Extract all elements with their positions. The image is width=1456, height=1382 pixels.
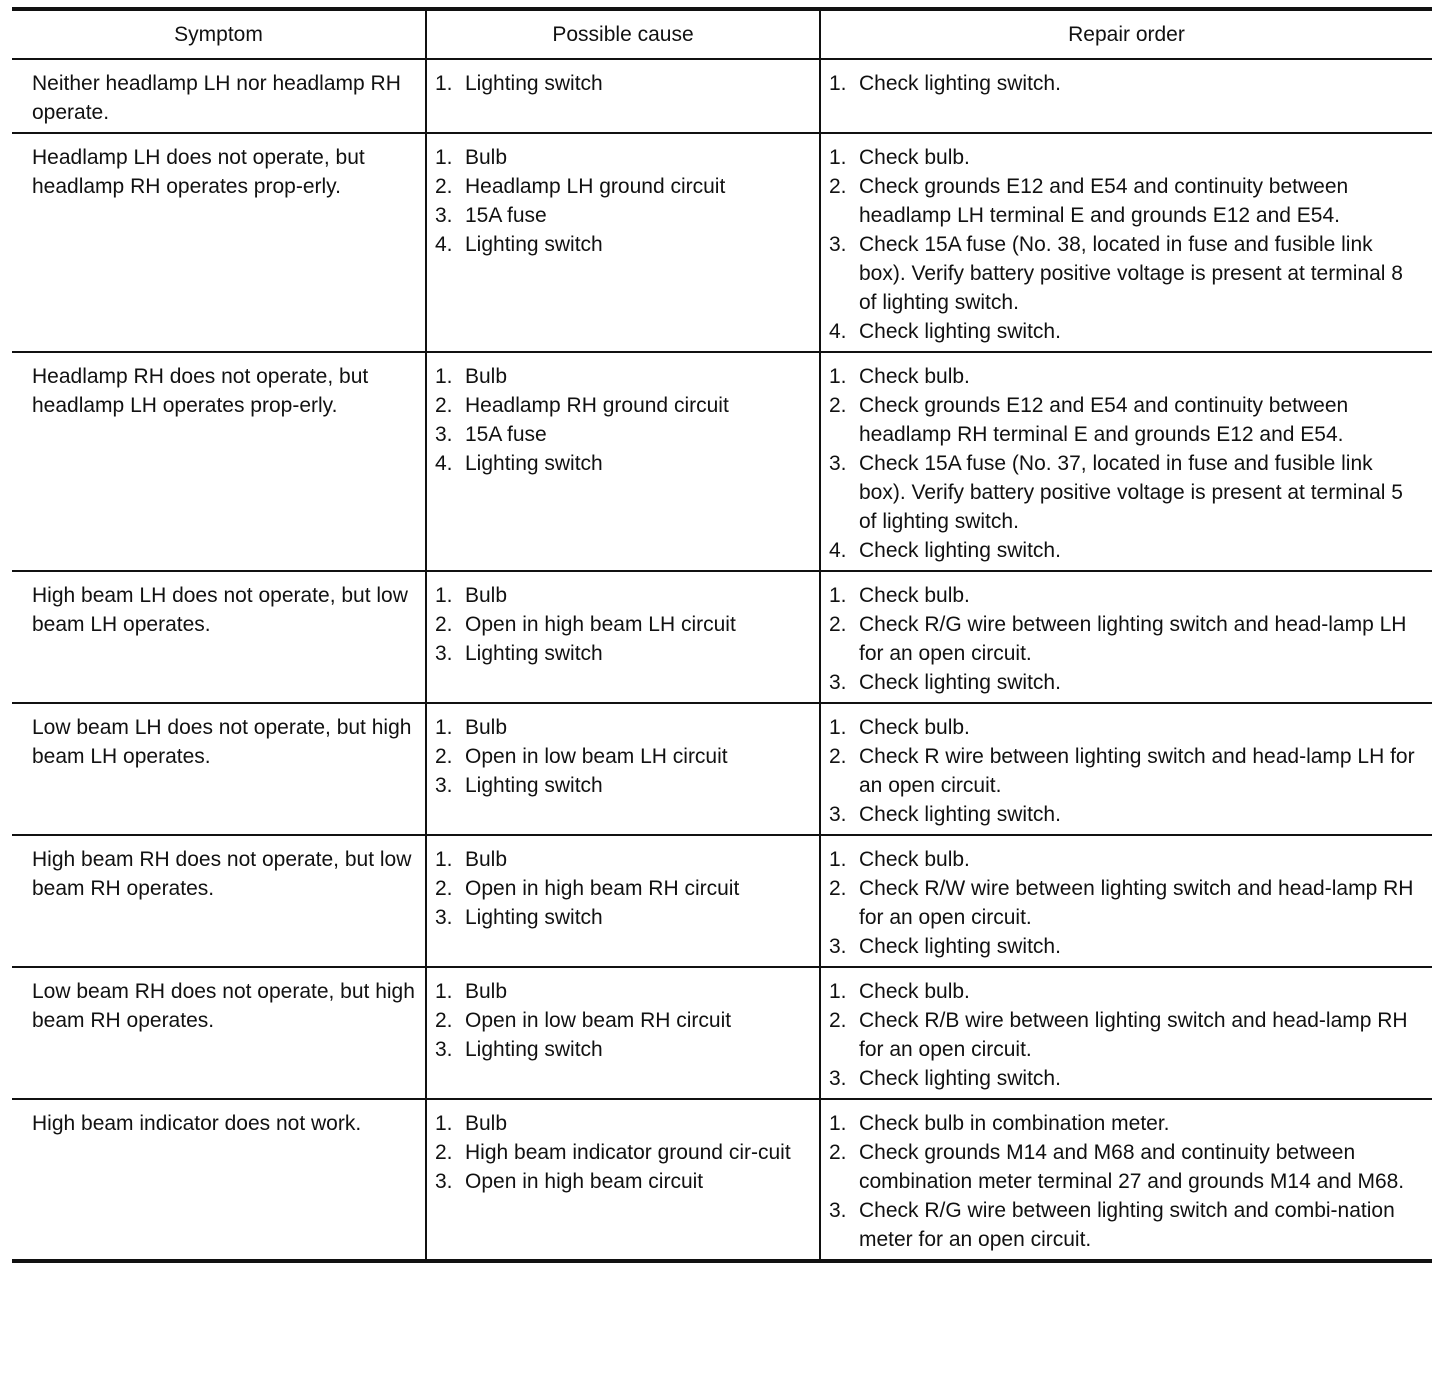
cause-item (435, 977, 811, 1006)
cause-item (435, 172, 811, 201)
item-number: 2. (435, 877, 453, 900)
repair-list (829, 362, 1424, 565)
repair-text: Check R/G wire between lighting switch and head-lamp LH for an open circuit. (859, 613, 1407, 665)
repair-text: Check R/W wire between lighting switch and head-lamp RH for an open circuit. (859, 877, 1414, 929)
item-number: 3. (829, 233, 847, 256)
repair-text: Check R/B wire between lighting switch and head-lamp RH for an open circuit. (859, 1009, 1408, 1061)
header-possible-cause: Possible cause (426, 9, 820, 59)
item-number: 3. (435, 774, 453, 797)
repair-text: Check lighting switch. (859, 72, 1061, 95)
repair-item (829, 932, 1424, 961)
repair-text: Check 15A fuse (No. 37, located in fuse and fusible link box). Verify battery positive voltage is present at terminal 5 of lighting switch. (859, 452, 1403, 533)
cause-item (435, 581, 811, 610)
cause-item (435, 69, 811, 98)
repair-text: Check bulb. (859, 716, 970, 739)
repair-item (829, 1006, 1424, 1064)
item-number: 3. (435, 642, 453, 665)
cause-text: Open in high beam LH circuit (465, 613, 736, 636)
repair-cell (820, 703, 1432, 835)
item-number: 2. (829, 877, 847, 900)
item-number: 1. (435, 1112, 453, 1135)
cause-list (435, 362, 811, 478)
cause-text: Bulb (465, 584, 508, 607)
repair-item (829, 449, 1424, 536)
symptom-cell: Low beam LH does not operate, but high beam LH operates. (12, 703, 426, 835)
cause-text: Headlamp RH ground circuit (465, 394, 729, 417)
symptom-cell: Neither headlamp LH nor headlamp RH operate. (12, 59, 426, 133)
cause-list (435, 143, 811, 259)
item-number: 2. (829, 1009, 847, 1032)
cause-list (435, 581, 811, 668)
cause-text: Lighting switch (465, 642, 603, 665)
table-body (12, 59, 1432, 1261)
cause-cell (426, 133, 820, 352)
repair-item (829, 800, 1424, 829)
cause-item (435, 903, 811, 932)
item-number: 2. (435, 1009, 453, 1032)
item-number: 1. (829, 72, 847, 95)
cause-cell (426, 967, 820, 1099)
cause-text: Open in low beam RH circuit (465, 1009, 732, 1032)
cause-cell (426, 703, 820, 835)
item-number: 1. (829, 584, 847, 607)
item-number: 1. (829, 848, 847, 871)
cause-text: Lighting switch (465, 233, 603, 256)
table-row (12, 571, 1432, 703)
item-number: 2. (829, 613, 847, 636)
repair-cell (820, 133, 1432, 352)
table-row (12, 352, 1432, 571)
cause-list (435, 713, 811, 800)
repair-list (829, 713, 1424, 829)
repair-text: Check lighting switch. (859, 1067, 1061, 1090)
repair-text: Check bulb. (859, 146, 970, 169)
item-number: 2. (829, 1141, 847, 1164)
cause-item (435, 713, 811, 742)
repair-list (829, 69, 1424, 98)
symptom-cell: High beam LH does not operate, but low beam LH operates. (12, 571, 426, 703)
cause-cell (426, 352, 820, 571)
repair-cell (820, 1099, 1432, 1261)
repair-list (829, 143, 1424, 346)
cause-cell (426, 1099, 820, 1261)
item-number: 3. (829, 803, 847, 826)
cause-cell (426, 59, 820, 133)
cause-text: Lighting switch (465, 72, 603, 95)
cause-item (435, 1138, 811, 1167)
cause-item (435, 610, 811, 639)
repair-item (829, 668, 1424, 697)
item-number: 2. (829, 175, 847, 198)
cause-item (435, 391, 811, 420)
repair-cell (820, 571, 1432, 703)
item-number: 1. (829, 365, 847, 388)
repair-text: Check grounds E12 and E54 and continuity between headlamp RH terminal E and grounds E12 and E54. (859, 394, 1349, 446)
item-number: 3. (435, 1038, 453, 1061)
repair-list (829, 581, 1424, 697)
repair-text: Check lighting switch. (859, 320, 1061, 343)
cause-item (435, 845, 811, 874)
repair-item (829, 362, 1424, 391)
item-number: 3. (435, 906, 453, 929)
item-number: 1. (435, 146, 453, 169)
cause-text: Bulb (465, 146, 508, 169)
repair-item (829, 143, 1424, 172)
cause-item (435, 874, 811, 903)
repair-text: Check grounds M14 and M68 and continuity between combination meter terminal 27 and grounds M14 and M68. (859, 1141, 1405, 1193)
item-number: 1. (435, 848, 453, 871)
table-row (12, 967, 1432, 1099)
cause-item (435, 230, 811, 259)
cause-text: Bulb (465, 980, 508, 1003)
repair-text: Check bulb in combination meter. (859, 1112, 1170, 1135)
item-number: 1. (829, 980, 847, 1003)
repair-text: Check bulb. (859, 365, 970, 388)
item-number: 1. (435, 980, 453, 1003)
item-number: 2. (435, 175, 453, 198)
repair-item (829, 845, 1424, 874)
item-number: 3. (435, 204, 453, 227)
symptom-cell: Headlamp RH does not operate, but headlamp LH operates prop-erly. (12, 352, 426, 571)
item-number: 2. (829, 394, 847, 417)
cause-text: Open in low beam LH circuit (465, 745, 728, 768)
repair-cell (820, 352, 1432, 571)
cause-text: Open in high beam circuit (465, 1170, 704, 1193)
troubleshooting-table-container (12, 7, 1432, 1263)
header-symptom: Symptom (12, 9, 426, 59)
cause-text: 15A fuse (465, 423, 547, 446)
cause-text: Lighting switch (465, 774, 603, 797)
repair-item (829, 977, 1424, 1006)
item-number: 3. (829, 1067, 847, 1090)
item-number: 2. (435, 1141, 453, 1164)
repair-item (829, 713, 1424, 742)
repair-item (829, 1138, 1424, 1196)
item-number: 2. (435, 394, 453, 417)
repair-text: Check grounds E12 and E54 and continuity between headlamp LH terminal E and grounds E12 and E54. (859, 175, 1349, 227)
item-number: 3. (829, 935, 847, 958)
cause-item (435, 449, 811, 478)
repair-item (829, 230, 1424, 317)
cause-list (435, 977, 811, 1064)
repair-item (829, 1196, 1424, 1254)
repair-list (829, 977, 1424, 1093)
item-number: 1. (435, 584, 453, 607)
cause-list (435, 69, 811, 98)
repair-text: Check R/G wire between lighting switch and combi-nation meter for an open circuit. (859, 1199, 1395, 1251)
item-number: 1. (829, 716, 847, 739)
cause-item (435, 1167, 811, 1196)
cause-text: Lighting switch (465, 1038, 603, 1061)
cause-text: Bulb (465, 1112, 508, 1135)
item-number: 2. (435, 613, 453, 636)
item-number: 1. (435, 72, 453, 95)
cause-text: Headlamp LH ground circuit (465, 175, 726, 198)
repair-item (829, 1109, 1424, 1138)
repair-item (829, 317, 1424, 346)
header-row (12, 9, 1432, 59)
item-number: 4. (435, 233, 453, 256)
item-number: 1. (435, 365, 453, 388)
repair-cell (820, 59, 1432, 133)
cause-item (435, 420, 811, 449)
repair-item (829, 1064, 1424, 1093)
cause-text: Bulb (465, 848, 508, 871)
table-row (12, 703, 1432, 835)
repair-cell (820, 835, 1432, 967)
repair-item (829, 581, 1424, 610)
table-row (12, 835, 1432, 967)
item-number: 2. (435, 745, 453, 768)
cause-item (435, 201, 811, 230)
cause-text: High beam indicator ground cir-cuit (465, 1141, 791, 1164)
repair-item (829, 874, 1424, 932)
item-number: 1. (829, 146, 847, 169)
repair-list (829, 845, 1424, 961)
repair-cell (820, 967, 1432, 1099)
cause-cell (426, 571, 820, 703)
repair-list (829, 1109, 1424, 1254)
item-number: 3. (435, 423, 453, 446)
item-number: 3. (435, 1170, 453, 1193)
symptom-cell: Headlamp LH does not operate, but headlamp RH operates prop-erly. (12, 133, 426, 352)
repair-text: Check bulb. (859, 980, 970, 1003)
symptom-cell: High beam RH does not operate, but low beam RH operates. (12, 835, 426, 967)
cause-list (435, 845, 811, 932)
cause-item (435, 639, 811, 668)
symptom-cell: Low beam RH does not operate, but high beam RH operates. (12, 967, 426, 1099)
cause-item (435, 1035, 811, 1064)
repair-item (829, 391, 1424, 449)
repair-item (829, 69, 1424, 98)
cause-cell (426, 835, 820, 967)
item-number: 1. (829, 1112, 847, 1135)
cause-text: Bulb (465, 365, 508, 388)
repair-text: Check lighting switch. (859, 539, 1061, 562)
item-number: 3. (829, 671, 847, 694)
repair-item (829, 172, 1424, 230)
item-number: 3. (829, 452, 847, 475)
repair-text: Check 15A fuse (No. 38, located in fuse and fusible link box). Verify battery positive voltage is present at terminal 8 of lighting switch. (859, 233, 1403, 314)
cause-text: Lighting switch (465, 452, 603, 475)
table-row (12, 59, 1432, 133)
cause-item (435, 771, 811, 800)
cause-item (435, 742, 811, 771)
repair-text: Check lighting switch. (859, 803, 1061, 826)
item-number: 4. (829, 539, 847, 562)
cause-text: Open in high beam RH circuit (465, 877, 740, 900)
repair-item (829, 742, 1424, 800)
cause-item (435, 362, 811, 391)
symptom-cell: High beam indicator does not work. (12, 1099, 426, 1261)
repair-text: Check bulb. (859, 848, 970, 871)
item-number: 4. (435, 452, 453, 475)
troubleshooting-table (12, 7, 1432, 1263)
repair-item (829, 536, 1424, 565)
repair-text: Check lighting switch. (859, 671, 1061, 694)
item-number: 2. (829, 745, 847, 768)
repair-item (829, 610, 1424, 668)
repair-text: Check lighting switch. (859, 935, 1061, 958)
cause-text: 15A fuse (465, 204, 547, 227)
item-number: 4. (829, 320, 847, 343)
cause-list (435, 1109, 811, 1196)
item-number: 1. (435, 716, 453, 739)
cause-text: Bulb (465, 716, 508, 739)
cause-item (435, 143, 811, 172)
repair-text: Check bulb. (859, 584, 970, 607)
cause-item (435, 1109, 811, 1138)
header-repair-order: Repair order (820, 9, 1432, 59)
table-row (12, 133, 1432, 352)
table-row (12, 1099, 1432, 1261)
cause-text: Lighting switch (465, 906, 603, 929)
cause-item (435, 1006, 811, 1035)
repair-text: Check R wire between lighting switch and head-lamp LH for an open circuit. (859, 745, 1415, 797)
item-number: 3. (829, 1199, 847, 1222)
